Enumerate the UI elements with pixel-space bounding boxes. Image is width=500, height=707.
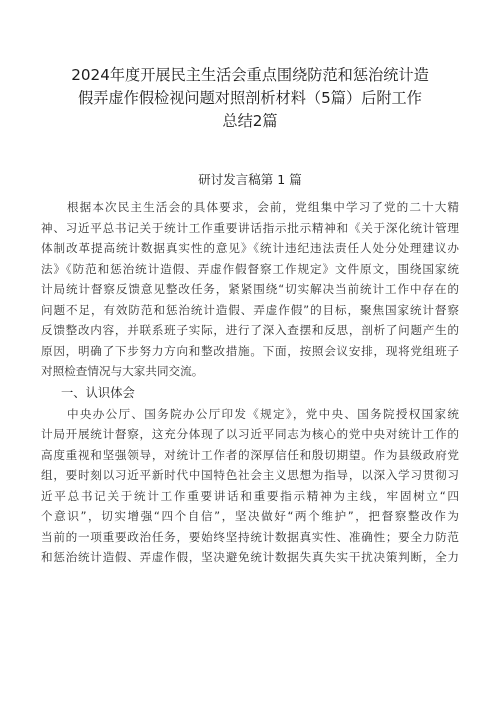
text-line: 根据本次民主生活会的具体要求，会前，党组集中学习了党的二十大精	[67, 200, 459, 214]
title-line-2: 假弄虚作假检视问题对照剖析材料（5篇）后附工作	[78, 89, 422, 107]
paragraph-intro	[41, 197, 459, 382]
text-line: 反馈整改内容，并联系班子实际，进行了深入查摆和反思，剖析了问题产生的	[41, 323, 459, 337]
title-line-1: 2024年度开展民主生活会重点围绕防范和惩治统计造	[71, 66, 429, 84]
text-line: 问题不足，有效防范和惩治统计造假、弄虚作假”的目标，聚焦国家统计督察	[41, 302, 459, 317]
section-heading: 一、认识体会	[61, 385, 135, 400]
text-line: 对照检查情况与大家共同交流。	[41, 364, 204, 378]
text-line: 当前的一项重要政治任务，要始终坚持统计数据真实性、准确性；要全力防范	[41, 529, 459, 544]
paragraph-understanding	[41, 404, 459, 568]
text-line: 神、习近平总书记关于统计工作重要讲话指示批示精神和《关于深化统计管理	[41, 220, 459, 235]
title-line-3: 总结2篇	[222, 112, 278, 130]
text-line: 计局开展统计督察，这充分体现了以习近平同志为核心的党中央对统计工作的	[41, 427, 459, 441]
section-subtitle: 研讨发言稿第 1 篇	[198, 172, 302, 187]
text-line: 体制改革提高统计数据真实性的意见》《统计违纪违法责任人处分处理建议办	[41, 241, 459, 255]
text-line: 高度重视和坚强领导，对统计工作者的深厚信任和殷切期望。作为县级政府党	[41, 447, 459, 462]
document-title	[20, 64, 480, 133]
text-line: 组，要时刻以习近平新时代中国特色社会主义思想为指导，以深入学习贯彻习	[41, 468, 459, 482]
text-line: 近平总书记关于统计工作重要讲话和重要指示精神为主线，牢固树立“四	[41, 488, 459, 503]
text-line: 原因，明确了下步努力方向和整改措施。下面，按照会议安排，现将党组班子	[41, 343, 459, 358]
document-body	[41, 197, 459, 568]
text-line: 中央办公厅、国务院办公厅印发《规定》，党中央、国务院授权国家统	[67, 406, 459, 421]
text-line: 法》《防范和惩治统计造假、弄虚作假督察工作规定》文件原文，围绕国家统	[41, 261, 459, 276]
text-line: 个意识”，切实增强“四个自信”，坚决做好“两个维护”，把督察整改作为	[41, 509, 459, 523]
text-line: 计局统计督察反馈意见整改任务，紧紧围绕“切实解决当前统计工作中存在的	[41, 282, 459, 296]
text-line: 和惩治统计造假、弄虚作假，坚决避免统计数据失真失实干扰决策判断，全力	[41, 550, 459, 564]
